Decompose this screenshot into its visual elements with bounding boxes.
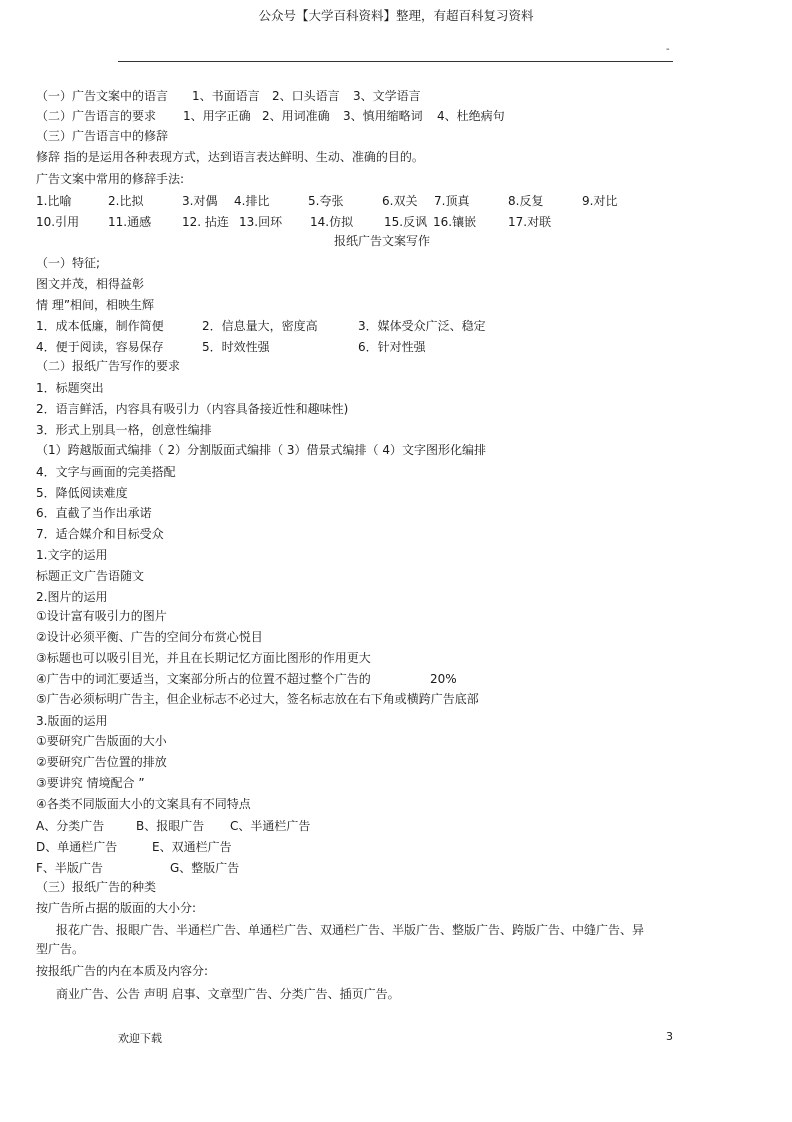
text-line <box>0 107 792 125</box>
text-segment: 4、杜绝病句 <box>437 109 505 123</box>
header-divider <box>118 61 673 62</box>
text-segment: 4．文字与画面的完美搭配 <box>36 465 176 479</box>
text-line <box>0 441 792 459</box>
text-segment: 1．标题突出 <box>36 381 104 395</box>
text-segment: 11.通感 <box>108 215 152 229</box>
text-segment: 5．降低阅读难度 <box>36 486 128 500</box>
text-segment: 2.比拟 <box>108 194 144 208</box>
text-line <box>0 753 792 771</box>
text-line <box>0 192 792 210</box>
text-segment: C、半通栏广告 <box>230 819 311 833</box>
text-segment: 按广告所占据的版面的大小分: <box>36 901 197 915</box>
text-segment: 报纸广告文案写作 <box>334 234 431 248</box>
text-line <box>0 899 792 917</box>
text-segment: 修辞 指的是运用各种表现方式，达到语言表达鲜明、生动、准确的目的。 <box>36 150 424 164</box>
text-segment: 12. 拈连 <box>182 215 229 229</box>
text-segment: 型广告。 <box>36 942 85 956</box>
text-segment: 2．信息量大，密度高 <box>202 319 318 333</box>
text-line <box>0 525 792 543</box>
text-line <box>0 838 792 856</box>
text-line <box>0 338 792 356</box>
text-line <box>0 962 792 980</box>
text-segment: （1）跨越版面式编排（ 2）分割版面式编排（ 3）借景式编排（ 4）文字图形化编排 <box>36 443 486 457</box>
text-line <box>0 421 792 439</box>
text-segment: 3.版面的运用 <box>36 714 108 728</box>
text-segment: ②设计必须平衡、广告的空间分布赏心悦目 <box>36 630 263 644</box>
text-line <box>0 484 792 502</box>
text-line <box>0 859 792 877</box>
text-segment: 2、用词准确 <box>262 109 330 123</box>
text-segment: 2.图片的运用 <box>36 590 108 604</box>
text-segment: 6.双关 <box>382 194 418 208</box>
text-line <box>0 795 792 813</box>
text-segment: D、单通栏广告 <box>36 840 118 854</box>
text-segment: 2、口头语言 <box>272 89 340 103</box>
text-line <box>0 940 792 958</box>
text-segment: ①要研究广告版面的大小 <box>36 734 167 748</box>
text-line <box>0 567 792 585</box>
text-segment: 15.反讽 <box>384 215 428 229</box>
text-line <box>0 607 792 625</box>
text-line <box>0 463 792 481</box>
text-line <box>0 213 792 231</box>
text-segment: 按报纸广告的内在本质及内容分: <box>36 964 209 978</box>
text-line <box>0 649 792 667</box>
text-segment: 1.比喻 <box>36 194 72 208</box>
text-line <box>0 670 792 688</box>
text-line <box>0 628 792 646</box>
text-line <box>0 985 792 1003</box>
text-segment: 13.回环 <box>239 215 283 229</box>
text-segment: 4.排比 <box>234 194 270 208</box>
text-line <box>0 921 792 939</box>
text-line <box>0 546 792 564</box>
text-segment: 1.文字的运用 <box>36 548 108 562</box>
text-line <box>0 878 792 896</box>
text-segment: 3、文学语言 <box>353 89 421 103</box>
text-line <box>0 774 792 792</box>
text-segment: G、整版广告 <box>170 861 240 875</box>
text-segment: 情 理”相间，相映生辉 <box>36 298 155 312</box>
text-line <box>0 296 792 314</box>
text-segment: 17.对联 <box>508 215 552 229</box>
text-segment: 10.引用 <box>36 215 80 229</box>
text-segment: 图文并茂，相得益彰 <box>36 277 145 291</box>
text-segment: 3、慎用缩略词 <box>343 109 423 123</box>
text-segment: 广告文案中常用的修辞手法: <box>36 172 185 186</box>
text-line <box>0 317 792 335</box>
text-segment: （二）广告语言的要求 <box>36 109 157 123</box>
text-line <box>0 127 792 145</box>
text-line <box>0 232 792 250</box>
text-segment: （一）广告文案中的语言 <box>36 89 169 103</box>
text-segment: 9.对比 <box>582 194 618 208</box>
page-header-title: 公众号【大学百科资料】整理，有超百科复习资料 <box>258 8 534 23</box>
text-segment: E、双通栏广告 <box>152 840 232 854</box>
text-line <box>0 400 792 418</box>
text-segment: （三）广告语言中的修辞 <box>36 129 169 143</box>
header-mark: - <box>666 44 670 55</box>
text-segment: 5.夸张 <box>308 194 344 208</box>
text-segment: 6．直截了当作出承诺 <box>36 506 152 520</box>
text-segment: 5．时效性强 <box>202 340 270 354</box>
text-segment: 3.对偶 <box>182 194 218 208</box>
text-segment: A、分类广告 <box>36 819 105 833</box>
text-segment: （一）特征; <box>36 256 101 270</box>
text-segment: 1．成本低廉，制作简便 <box>36 319 164 333</box>
text-segment: B、报眼广告 <box>136 819 205 833</box>
text-line <box>0 732 792 750</box>
text-segment: （二）报纸广告写作的要求 <box>36 359 181 373</box>
text-segment: 16.镶嵌 <box>433 215 477 229</box>
text-segment: 1、用字正确 <box>183 109 251 123</box>
text-line <box>0 357 792 375</box>
text-segment: ②要研究广告位置的排放 <box>36 755 167 769</box>
text-line <box>0 504 792 522</box>
page-number: 3 <box>666 1030 673 1043</box>
text-segment: 1、书面语言 <box>192 89 260 103</box>
text-segment: 8.反复 <box>508 194 544 208</box>
text-segment: ①设计富有吸引力的图片 <box>36 609 167 623</box>
text-line <box>0 712 792 730</box>
text-segment: ③要讲究 情境配合 ” <box>36 776 145 790</box>
text-line <box>0 690 792 708</box>
text-line <box>0 379 792 397</box>
text-segment: 6．针对性强 <box>358 340 426 354</box>
footer-text: 欢迎下载 <box>118 1032 162 1045</box>
text-segment: 14.仿拟 <box>310 215 354 229</box>
text-line <box>0 588 792 606</box>
text-segment: ⑤广告必须标明广告主，但企业标志不必过大，签名标志放在右下角或横跨广告底部 <box>36 692 479 706</box>
text-segment: ④广告中的词汇要适当，文案部分所占的位置不超过整个广告的 <box>36 672 371 686</box>
text-line <box>0 254 792 272</box>
text-line <box>0 275 792 293</box>
text-segment: 3．媒体受众广泛、稳定 <box>358 319 486 333</box>
text-segment: 4．便于阅读，容易保存 <box>36 340 164 354</box>
text-segment: 2．语言鲜活，内容具有吸引力（内容具备接近性和趣味性) <box>36 402 349 416</box>
text-segment: 7.顶真 <box>434 194 470 208</box>
text-segment: 商业广告、公告 声明 启事、文章型广告、分类广告、插页广告。 <box>56 987 400 1001</box>
text-line <box>0 148 792 166</box>
text-segment: F、半版广告 <box>36 861 103 875</box>
text-line <box>0 817 792 835</box>
text-segment: （三）报纸广告的种类 <box>36 880 157 894</box>
text-segment: 7．适合媒介和目标受众 <box>36 527 164 541</box>
text-segment: ③标题也可以吸引目光，并且在长期记忆方面比图形的作用更大 <box>36 651 371 665</box>
text-line <box>0 170 792 188</box>
text-segment: 20% <box>430 672 457 686</box>
text-segment: 报花广告、报眼广告、半通栏广告、单通栏广告、双通栏广告、半版广告、整版广告、跨版广告、中缝广告、异 <box>56 923 645 937</box>
text-segment: 3．形式上别具一格，创意性编排 <box>36 423 212 437</box>
text-segment: ④各类不同版面大小的文案具有不同特点 <box>36 797 251 811</box>
text-line <box>0 87 792 105</box>
text-segment: 标题正文广告语随文 <box>36 569 145 583</box>
